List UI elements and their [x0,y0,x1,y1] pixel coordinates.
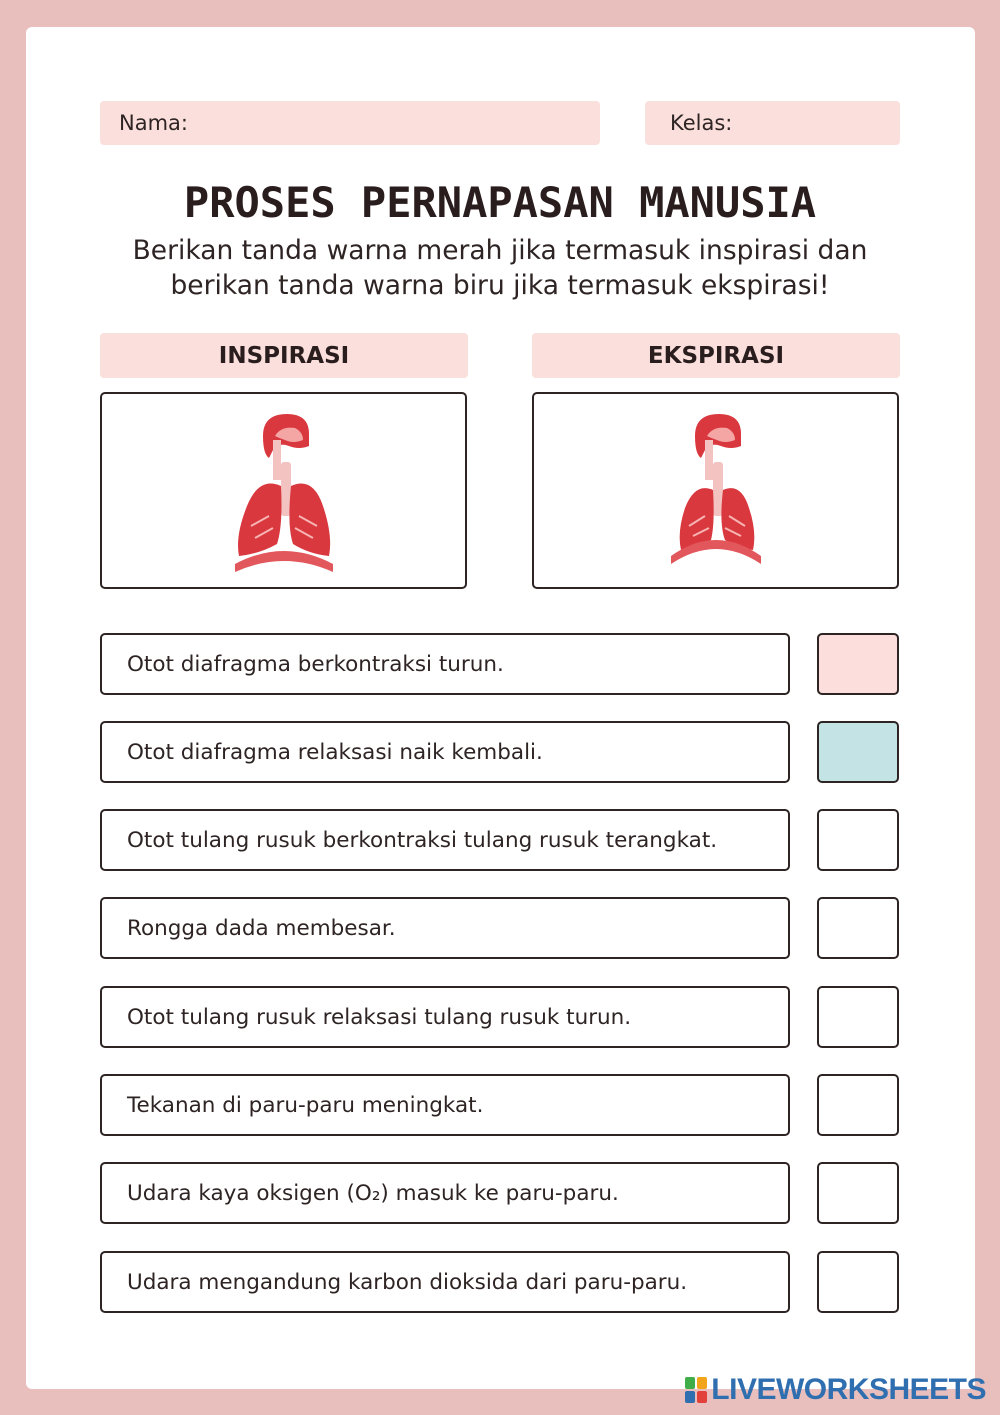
name-label: Nama: [119,111,188,135]
statement-row-6 [100,1074,790,1136]
statement-text: Otot diafragma relaksasi naik kembali. [127,739,543,765]
statement-row-5 [100,986,790,1048]
answer-box-1[interactable] [817,633,899,695]
statement-text: Rongga dada membesar. [127,915,396,941]
liveworksheets-logo-icon [685,1377,707,1403]
statement-text: Otot tulang rusuk relaksasi tulang rusuk turun. [127,1004,632,1030]
statement-row-3 [100,809,790,871]
statement-row-7 [100,1162,790,1224]
lungs-icon [229,406,339,576]
page-title: PROSES PERNAPASAN MANUSIA [183,178,817,227]
instruction-line-1: Berikan tanda warna merah jika termasuk inspirasi dan [132,235,868,266]
answer-box-6[interactable] [817,1074,899,1136]
inspirasi-header: INSPIRASI [100,333,468,378]
statement-row-2 [100,721,790,783]
answer-box-8[interactable] [817,1251,899,1313]
statement-row-4 [100,897,790,959]
statement-text: Tekanan di paru-paru meningkat. [127,1092,484,1118]
ekspirasi-image-box [532,392,899,589]
answer-box-2[interactable] [817,721,899,783]
statement-row-8 [100,1251,790,1313]
ekspirasi-header: EKSPIRASI [532,333,900,378]
answer-box-5[interactable] [817,986,899,1048]
lungs-icon [661,406,771,576]
answer-box-3[interactable] [817,809,899,871]
instruction-line-2: berikan tanda warna biru jika termasuk ekspirasi! [170,270,830,301]
class-field[interactable] [645,101,900,145]
liveworksheets-brand[interactable] [685,1373,986,1407]
statement-text: Udara mengandung karbon dioksida dari paru-paru. [127,1269,688,1295]
statement-text: Otot diafragma berkontraksi turun. [127,651,504,677]
statement-row-1 [100,633,790,695]
answer-box-4[interactable] [817,897,899,959]
class-label: Kelas: [670,111,733,135]
inspirasi-image-box [100,392,467,589]
brand-text: LIVEWORKSHEETS [711,1373,986,1406]
statement-text: Otot tulang rusuk berkontraksi tulang rusuk terangkat. [127,827,718,853]
name-field[interactable] [100,101,600,145]
statement-text: Udara kaya oksigen (O₂) masuk ke paru-paru. [127,1180,619,1206]
answer-box-7[interactable] [817,1162,899,1224]
